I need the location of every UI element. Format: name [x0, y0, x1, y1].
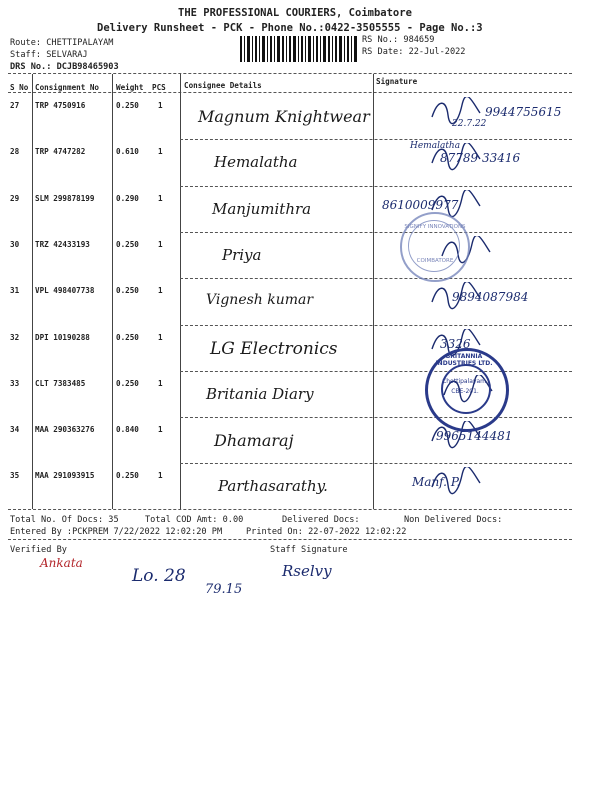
row-sno: 32 — [10, 332, 20, 342]
handwritten-note: Lo. 28 — [132, 566, 186, 586]
row-signature: 87789 33416 — [440, 151, 521, 166]
row-sno: 35 — [10, 471, 20, 481]
header-signature: Signature — [376, 77, 418, 86]
row-signature: Manf. P. — [412, 475, 461, 490]
row-consignee: Britania Diary — [206, 384, 314, 403]
row-sno: 28 — [10, 147, 20, 157]
row-weight: 0.250 — [116, 378, 139, 388]
total-cod: Total COD Amt: 0.00 — [145, 515, 244, 525]
row-signature: 9944755615 — [485, 105, 562, 119]
row-pcs: 1 — [158, 425, 163, 435]
signify-stamp-bottom: COIMBATORE — [416, 258, 454, 264]
row-pcs: 1 — [158, 147, 163, 157]
row-separator — [180, 278, 572, 279]
britannia-stamp — [425, 348, 509, 432]
row-pcs: 1 — [158, 471, 163, 481]
row-separator — [180, 232, 572, 233]
row-pcs: 1 — [158, 378, 163, 388]
row-signature: 9965144481 — [436, 429, 513, 444]
barcode-image — [240, 36, 358, 62]
row-signature-note: Hemalatha — [410, 141, 461, 152]
row-consignment: DPI 10190288 — [35, 332, 90, 342]
row-separator — [180, 325, 572, 326]
row-consignee: Manjumithra — [212, 199, 312, 218]
row-consignee: Vignesh kumar — [206, 292, 314, 309]
verified-by-label: Verified By — [10, 545, 67, 555]
row-separator — [180, 371, 572, 372]
row-consignee: Parthasarathy. — [218, 477, 328, 496]
row-weight: 0.250 — [116, 471, 139, 481]
row-weight: 0.250 — [116, 286, 139, 296]
row-signature: 9894087984 — [452, 290, 529, 305]
header-consignment: Consignment No — [35, 83, 100, 92]
row-separator — [180, 417, 572, 418]
signify-stamp-top: SIGNIFY INNOVATIONS — [404, 224, 466, 230]
col-divider — [112, 74, 113, 509]
row-pcs: 1 — [158, 193, 163, 203]
row-sno: 31 — [10, 286, 20, 296]
row-consignee: LG Electronics — [210, 338, 338, 359]
row-consignment: TRP 4747282 — [35, 147, 86, 157]
route-label: Route: CHETTIPALAYAM — [10, 38, 114, 48]
row-sno: 27 — [10, 101, 20, 110]
row-signature-note: 22.7.22 — [452, 119, 487, 129]
row-consignment: MAA 291093915 — [35, 471, 95, 481]
row-weight: 0.840 — [116, 425, 139, 435]
runsheet-title: Delivery Runsheet - PCK - Phone No.:0422-3505555 - Page No.:3 — [97, 22, 483, 34]
row-consignee: Priya — [222, 245, 262, 264]
row-consignee: Dhamaraj — [214, 431, 294, 451]
row-weight: 0.250 — [116, 332, 139, 342]
delivered-docs: Delivered Docs: — [282, 515, 360, 525]
table-top-rule — [8, 73, 572, 74]
row-consignment: CLT 7383485 — [35, 378, 86, 388]
row-weight: 0.290 — [116, 193, 139, 203]
staff-signature-label: Staff Signature — [270, 545, 348, 555]
row-pcs: 1 — [158, 239, 163, 249]
signify-stamp — [400, 212, 470, 282]
row-separator — [180, 186, 572, 187]
signature-scribble — [428, 282, 488, 310]
header-pcs: PCS — [152, 83, 166, 92]
staff-label: Staff: SELVARAJ — [10, 50, 88, 60]
footer-rule-bottom — [8, 539, 572, 540]
row-consignment: MAA 290363276 — [35, 425, 95, 435]
signature-scribble — [428, 467, 488, 495]
row-consignee: Hemalatha — [214, 153, 298, 172]
row-weight: 0.610 — [116, 147, 139, 157]
row-signature: 3326 — [440, 336, 471, 351]
row-separator — [180, 463, 572, 464]
row-consignment: TRZ 42433193 — [35, 239, 90, 249]
rs-date: RS Date: 22-Jul-2022 — [362, 47, 466, 57]
signature-scribble — [428, 97, 488, 125]
company-title: THE PROFESSIONAL COURIERS, Coimbatore — [178, 7, 412, 19]
britannia-stamp-ring: BRITANNIA INDUSTRIES LTD. — [435, 353, 493, 367]
row-sno: 34 — [10, 425, 20, 435]
row-consignment: VPL 498407738 — [35, 286, 95, 296]
header-weight: Weight — [116, 83, 144, 92]
row-pcs: 1 — [158, 332, 163, 342]
total-docs: Total No. Of Docs: 35 — [10, 515, 119, 525]
row-consignment: TRP 4750916 — [35, 101, 86, 110]
row-consignment: SLM 299878199 — [35, 193, 95, 203]
staff-signature: Rselvy — [282, 562, 332, 580]
row-sno: 30 — [10, 239, 20, 249]
drs-label: DRS No.: DCJB98465903 — [10, 62, 119, 72]
row-weight: 0.250 — [116, 239, 139, 249]
row-signature: 8610009977 — [382, 197, 459, 212]
britannia-stamp-center-1: Chettipalayam, — [442, 378, 488, 385]
row-separator — [180, 139, 572, 140]
header-sno: S No — [10, 83, 29, 92]
verifier-signature: Ankata — [40, 556, 83, 570]
britannia-stamp-center-2: CBE-201. — [451, 388, 479, 395]
rs-number: RS No.: 984659 — [362, 35, 435, 45]
row-sno: 29 — [10, 193, 20, 203]
non-delivered-docs: Non Delivered Docs: — [404, 515, 503, 525]
handwritten-note: 79.15 — [205, 582, 243, 597]
col-divider — [32, 74, 33, 509]
entered-by: Entered By :PCKPREM 7/22/2022 12:02:20 PM — [10, 527, 223, 537]
printed-on: Printed On: 22-07-2022 12:02:22 — [246, 527, 407, 537]
header-consignee: Consignee Details — [184, 81, 262, 90]
row-pcs: 1 — [158, 286, 163, 296]
row-pcs: 1 — [158, 101, 163, 110]
row-sno: 33 — [10, 378, 20, 388]
signature-scribble — [428, 143, 488, 171]
footer-rule — [8, 509, 572, 510]
table-header-rule — [8, 92, 572, 93]
row-weight: 0.250 — [116, 101, 139, 110]
row-consignee: Magnum Knightwear — [198, 107, 370, 126]
